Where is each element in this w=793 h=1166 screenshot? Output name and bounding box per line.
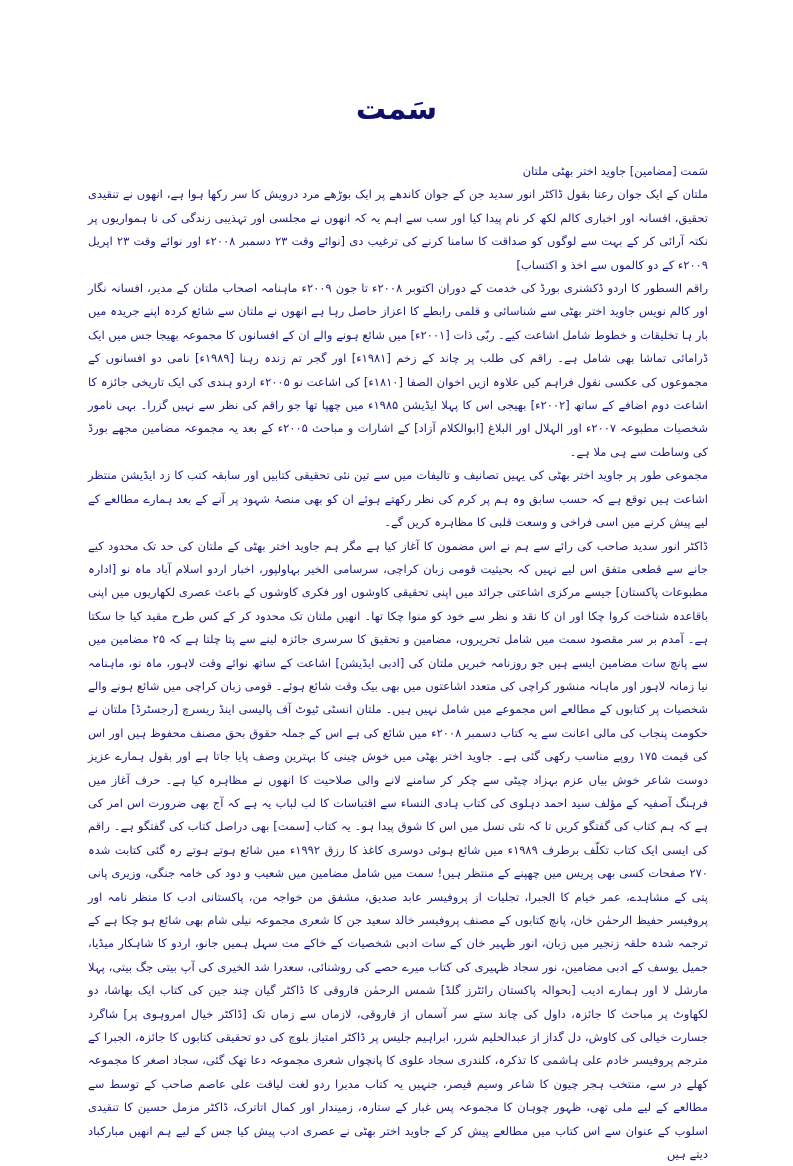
paragraph-2: راقم السطور کا اردو ڈکشنری بورڈ کی خدمت کے دوران اکتوبر ۲۰۰۸ء تا جون ۲۰۰۹ء ماہنامہ اصحاب ملتان کے مدیر، افسانہ نگار اور کالم نویس جاوید اختر بھٹی سے شناسائی و قلمی رابطے کا اعزاز حاصل رہا ہے انھوں نے ملتان سے شائع کردہ اپنے جریدہ میں بار ہا تخلیقات و خطوط شامل اشاعت کیے۔ ربّی ذات [۲۰۰۱ء] میں شائع ہونے والے ان کے افسانوں کا مجموعہ بھیجا جس میں ایک ڈرامائی تماشا بھی شامل ہے۔ راقم کی طلب پر چاند کے زخم [۱۹۸۱ء] اور گجر تم زندہ رہنا [۱۹۸۹ء] نامی دو افسانوں کے مجموعوں کی عکسی نقول فراہم کیں علاوہ ازیں اخوان الصفا [۱۸۱۰ء] کی اشاعت نو ۲۰۰۵ء اردو ہندی کی ایک تاریخی جائزہ کا اشاعت دوم اضافے کے ساتھ [۲۰۰۲ء] بھیجی اس کا پہلا ایڈیشن ۱۹۸۵ء میں چھپا تھا جو راقم کی نظر سے نہیں گزرا۔ بہی نامور شخصیات مطبوعہ ۲۰۰۷ء اور الہلال اور البلاغ [ابوالکلام آزاد] کے اشارات و مباحث ۲۰۰۵ء کے بعد یہ مجموعہ مضامین مجھے بورڈ کی وساطت سے ہی ملا ہے۔ [88,277,708,464]
byline: سَمت [مضامین] جاوید اختر بھٹی ملتان [88,160,708,183]
page-title: سَمت [0,92,793,127]
paragraph-4: ڈاکٹر انور سدید صاحب کی رائے سے ہم نے اس مضمون کا آغاز کیا ہے مگر ہم جاوید اختر بھٹی کے ملتان کی حد تک محدود کیے جانے سے قطعی متفق اس لیے نہیں کہ بحیثیت قومی زبان کراچی، سرسامی الخیر بہاولپور، اخبار اردو اسلام آباد ماہ نو [ادارہ مطبوعات پاکستان] جیسے مرکزی اشاعتی جرائد میں اپنی تحقیقی کاوشوں اور فکری کاوشوں کے باعث عصری لکھاریوں میں اپنی باقاعدہ شناخت کروا چکا اور ان کا نقد و نظر سے خود کو منوا چکا تھا۔ انھیں ملتان تک محدود کر کے کس طرح مقید کیا جا سکتا ہے۔ آمدم بر سر مقصود سمت میں شامل تحریروں، مضامین و تحقیق کا سرسری جائزہ لینے سے پتا چلتا ہے کہ ۲۵ مضامین میں سے پانچ سات مضامین ایسے ہیں جو روزنامہ خبریں ملتان کی [ادبی ایڈیشن] اشاعت کے ساتھ نوائے وقت لاہور، ماہ نو، ماہنامہ نیا زمانہ لاہور اور ماہانہ منشور کراچی کی متعدد اشاعتوں میں بھی بیک وقت شائع ہوئے۔ قومی زبان کراچی میں شائع ہونے والے شخصیات پر کتابوں کے مطالعے اس مجموعے میں شامل نہیں ہیں۔ ملتان انسٹی ٹیوٹ آف پالیسی اینڈ ریسرچ [رجسٹرڈ] ملتان نے حکومت پنجاب کی مالی اعانت سے یہ کتاب دسمبر ۲۰۰۸ء میں شائع کی ہے اس کے جملہ حقوق بحق مصنف محفوظ ہیں اور اس کی قیمت ۱۷۵ روپے مناسب رکھی گئی ہے۔ جاوید اختر بھٹی میں خوش چینی کا بہترین وصف پایا جاتا ہے اور بقول ہمارے عزیز دوست شاعر خوش بیاں عزم بہزاد چیٹی سے چکر کر سامنے لانے والی صلاحیت کا انھوں نے مظاہرہ کیا ہے۔ حرف آغاز میں فرہنگ آصفیہ کے مؤلف سید احمد دہلوی کی کتاب ہادی النساء سے اقتباسات کا لب لباب یہ ہے کہ آج بھی ضرورت اس امر کی ہے کہ ہم کتاب کی گفتگو کریں تا کہ نئی نسل میں اس کا شوق پیدا ہو۔ یہ کتاب [سمت] بھی دراصل کتاب کی گفتگو ہے۔ راقم کی ایسی ایک کتاب تکلّف برطرف ۱۹۸۹ء میں شائع ہوئی دوسری کاغذ کا رزق ۱۹۹۲ء میں شائع ہوتے ہوتے رہ گئی کتابت شدہ ۲۷۰ صفحات کسی بھی پریس میں چھپنے کے منتظر ہیں! سمت میں شامل مضامین میں شعیب و دود کی خامہ جنگی، وزیری پانی پتی کے مشاہدے، عمر خیام کا الجبرا، تجلیات از پروفیسر عابد صدیق، مشفق من خواجہ من، پاکستانی ادب کا منظر نامہ اور پروفیسر حفیظ الرحمٰن خان، پانچ کتابوں کے مصنف پروفیسر خالد سعید جن کا شعری مجموعہ نیلی شام بھی شائع ہو چکا ہے کے ترجمہ شدہ حلقہ زنجیر میں زبان، انور ظہیر خان کے سات ادبی شخصیات کے خاکے مت سہل ہمیں جانو، اردو کا شاہکار میڈیا، جمیل یوسف کے ادبی مضامین، نور سجاد ظہیری کی کتاب میرے حصے کی روشنائی، سعدرا شد الخیری کی آپ بیتی جگ بیتی، پہلا مارشل لا اور ہمارے ادیب [بحوالہ پاکستان رائٹرز گلڈ] شمس الرحمٰن فاروقی کا ڈاکٹر گیان چند جین کی کتاب ایک بھاشا، دو لکھاوٹ پر مباحث کا جائزہ، داول کی چاند ستے سر آسماں از فاروقی، لازماں سے زماں تک [ڈاکٹر خیال امروہوی پر] شاگرد جسارت خیالی کی کاوش، دل گداز از عبدالحلیم شرر، ابراہیم جلیس پر ڈاکٹر امتیاز بلوچ کی دو تحقیقی کتابوں کا جائزہ، الجبرا کے مترجم پروفیسر خادم علی ہاشمی کا تذکرہ، کلندری سجاد علوی کا پانچواں شعری مجموعہ دعا تھک گئی، سجاد اصغر کا مجموعہ کھلے در سے، منتخب ہجر چیون کا شاعر وسیم قیصر، جنہیں یہ کتاب مدیرا ردو لغت لیاقت علی عاصم صاحب کے توسط سے مطالعے کے لیے ملی تھی، ظہور چوہان کا مجموعہ پس غبار کے ستارہ، زمیندار اور کمال اتاترک، ڈاکٹر مزمل حسین کا تنقیدی اسلوب کے عنوان سے اس کتاب میں مطالعے پیش کر کے جاوید اختر بھٹی نے عصری ادب پیش کیا جس کے لیے ہم انھیں مبارکباد دیتے ہیں [88,535,708,1166]
paragraph-3: مجموعی طور پر جاوید اختر بھٹی کی یہیں تصانیف و تالیفات میں سے تین نئی تحقیقی کتابیں اور سابقہ کتب کا زد ایڈیشن منتظر اشاعت ہیں توقع ہے کہ حسب سابق وہ ہم پر کرم کی نظر رکھتے ہوئے ان کو بھی منصۂ شہود پر آنے کے بعد ہمارے مطالعے کے لیے پیش کرنے میں اسی فراخی و وسعت قلبی کا مظاہرہ کریں گے۔ [88,464,708,534]
paragraph-1: ملتان کے ایک جوان رعنا بقول ڈاکٹر انور سدید جن کے جوان کاندھے پر ایک بوڑھے مرد درویش کا سر رکھا ہوا ہے، انھوں نے تنقیدی تحقیق، افسانہ اور اخباری کالم لکھ کر نام پیدا کیا اور سب سے اہم یہ کہ انھوں نے مجلسی اور تہذیبی زندگی کی نا ہمواریوں پر نکتہ آرائی کر کے بہت سے لوگوں کو صداقت کا سامنا کرنے کی ترغیب دی [نوائے وقت ۲۳ دسمبر ۲۰۰۸ء اور نوائے وقت ۲۳ اپریل ۲۰۰۹ء کے دو کالموں سے اخذ و اکتساب] [88,183,708,277]
article-body [88,160,708,1166]
